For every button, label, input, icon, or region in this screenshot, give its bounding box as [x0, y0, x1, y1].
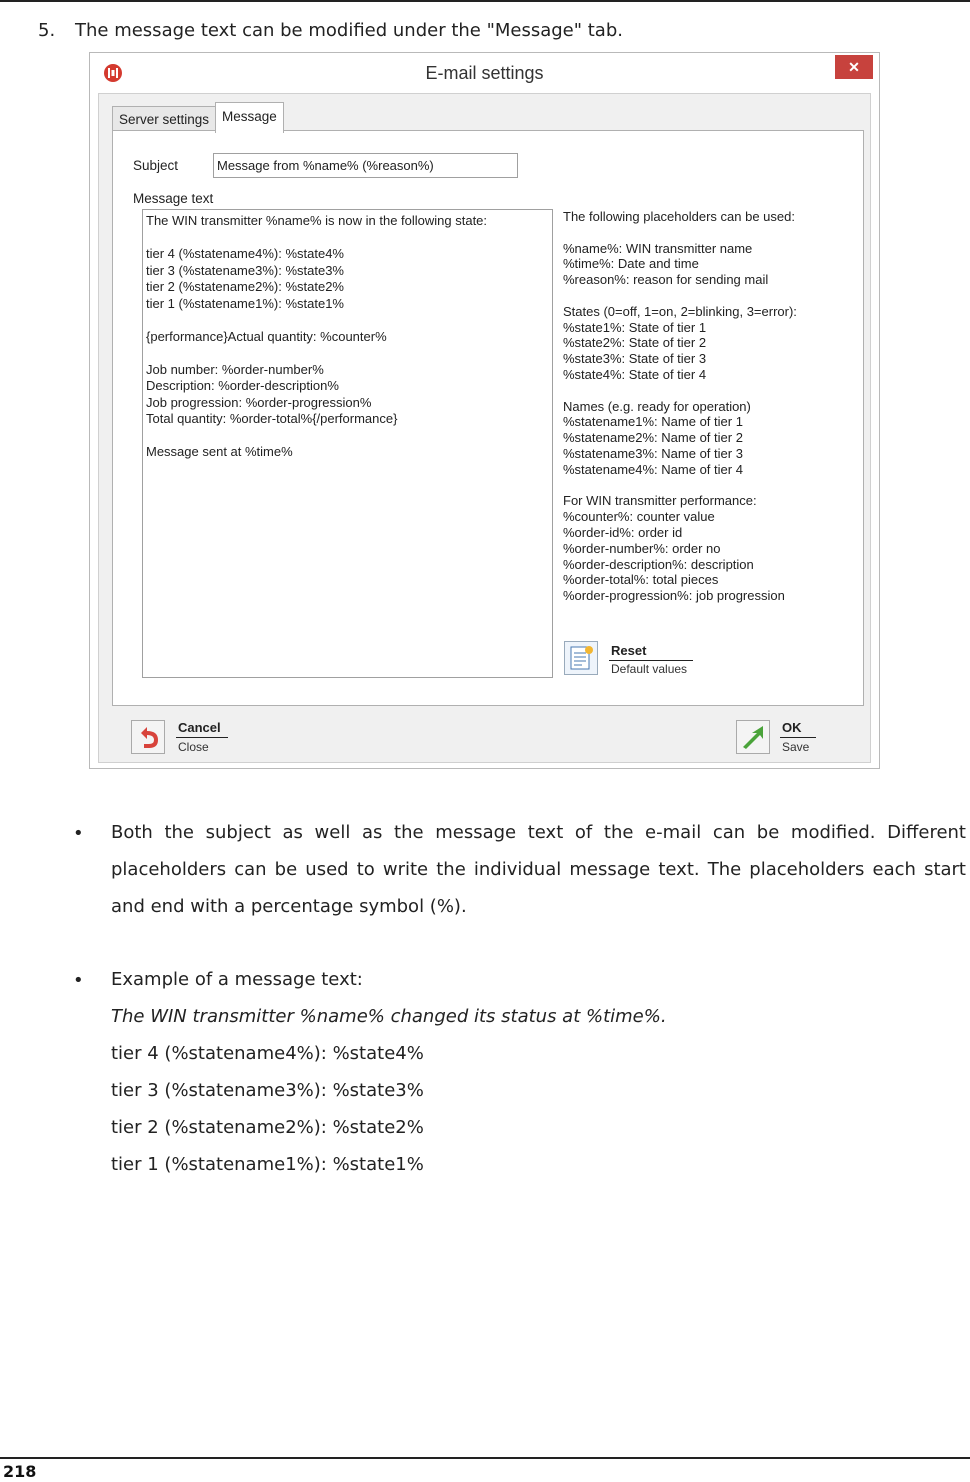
tab-message[interactable]: Message — [215, 102, 284, 133]
example-line: tier 4 (%statename4%): %state4% — [111, 1043, 424, 1064]
tab-server-settings[interactable]: Server settings — [112, 106, 216, 132]
cancel-subtitle: Close — [178, 740, 209, 754]
cancel-title: Cancel — [178, 720, 221, 735]
dialog-title: E-mail settings — [425, 63, 544, 83]
bullet-1-text: Both the subject as well as the message text of the e-mail can be modified. Different placeholders can be used to write the individual message text. The placeholders each start and end with a percentage symbol (%). — [111, 822, 966, 917]
step-text: The message text can be modified under the "Message" tab. — [75, 20, 623, 41]
example-block — [111, 961, 966, 1183]
message-tab-panel — [112, 130, 864, 706]
reset-icon — [564, 641, 598, 675]
example-line: tier 3 (%statename3%): %state3% — [111, 1080, 424, 1101]
reset-underline — [609, 660, 693, 661]
ok-subtitle: Save — [782, 740, 810, 754]
ok-title: OK — [782, 720, 802, 735]
example-line: tier 1 (%statename1%): %state1% — [111, 1154, 424, 1175]
reset-title: Reset — [611, 643, 647, 658]
ok-arrow-icon — [736, 720, 770, 754]
title-bar — [90, 53, 879, 93]
header-rule — [0, 0, 970, 2]
message-text-label: Message text — [133, 191, 214, 206]
reset-subtitle: Default values — [611, 662, 688, 676]
subject-label: Subject — [133, 158, 179, 173]
step-5 — [38, 20, 623, 41]
undo-icon — [131, 720, 165, 754]
close-button[interactable]: ✕ — [835, 55, 873, 79]
bullet-1-marker: • — [73, 823, 84, 844]
step-number: 5. — [38, 20, 56, 41]
ok-button[interactable] — [734, 718, 834, 758]
ok-underline — [780, 737, 816, 738]
placeholder-help: The following placeholders can be used: %name%: WIN transmitter name %time%: Date and time %reason%: reason for sending mail States (0=off, 1=on, 2=blinking, 3=error): %state1%: State of tier 1 %state2%: State of tier 2 %state3%: State of tier 3 %state4%: State of tier 4 Names (e.g. ready for operation) %statename1%: Name of tier 1 %statename2%: Name of tier 2 %statename3%: Name of tier 3 %statename4%: Name of tier 4 For WIN transmitter performance: %counter%: counter value %order-id%: order id %order-number%: order no %order-description%: description %order-total%: total pieces %order-progression%: job progression — [563, 209, 797, 604]
cancel-underline — [176, 737, 228, 738]
page-number: 218 — [3, 1462, 37, 1481]
cancel-button[interactable] — [126, 718, 246, 758]
email-settings-dialog — [89, 52, 880, 769]
example-intro: Example of a message text: — [111, 969, 363, 990]
reset-button[interactable] — [564, 641, 704, 681]
bullet-2-marker: • — [73, 970, 84, 991]
message-text-area[interactable]: The WIN transmitter %name% is now in the following state: tier 4 (%statename4%): %state4% tier 3 (%statename3%): %state3% tier 2 (%statename2%): %state2% tier 1 (%statename1%): %state1% {performance}Actual quantity: %counter% Job number: %order-number% Description: %order-description% Job progression: %order-progression% Total quantity: %order-total%{/performance} Message sent at %time% — [142, 209, 553, 678]
dialog-client — [98, 93, 871, 763]
footer-rule — [0, 1457, 970, 1459]
example-italic-line: The WIN transmitter %name% changed its status at %time%. — [111, 1006, 667, 1027]
subject-input[interactable]: Message from %name% (%reason%) — [213, 153, 518, 178]
example-line: tier 2 (%statename2%): %state2% — [111, 1117, 424, 1138]
